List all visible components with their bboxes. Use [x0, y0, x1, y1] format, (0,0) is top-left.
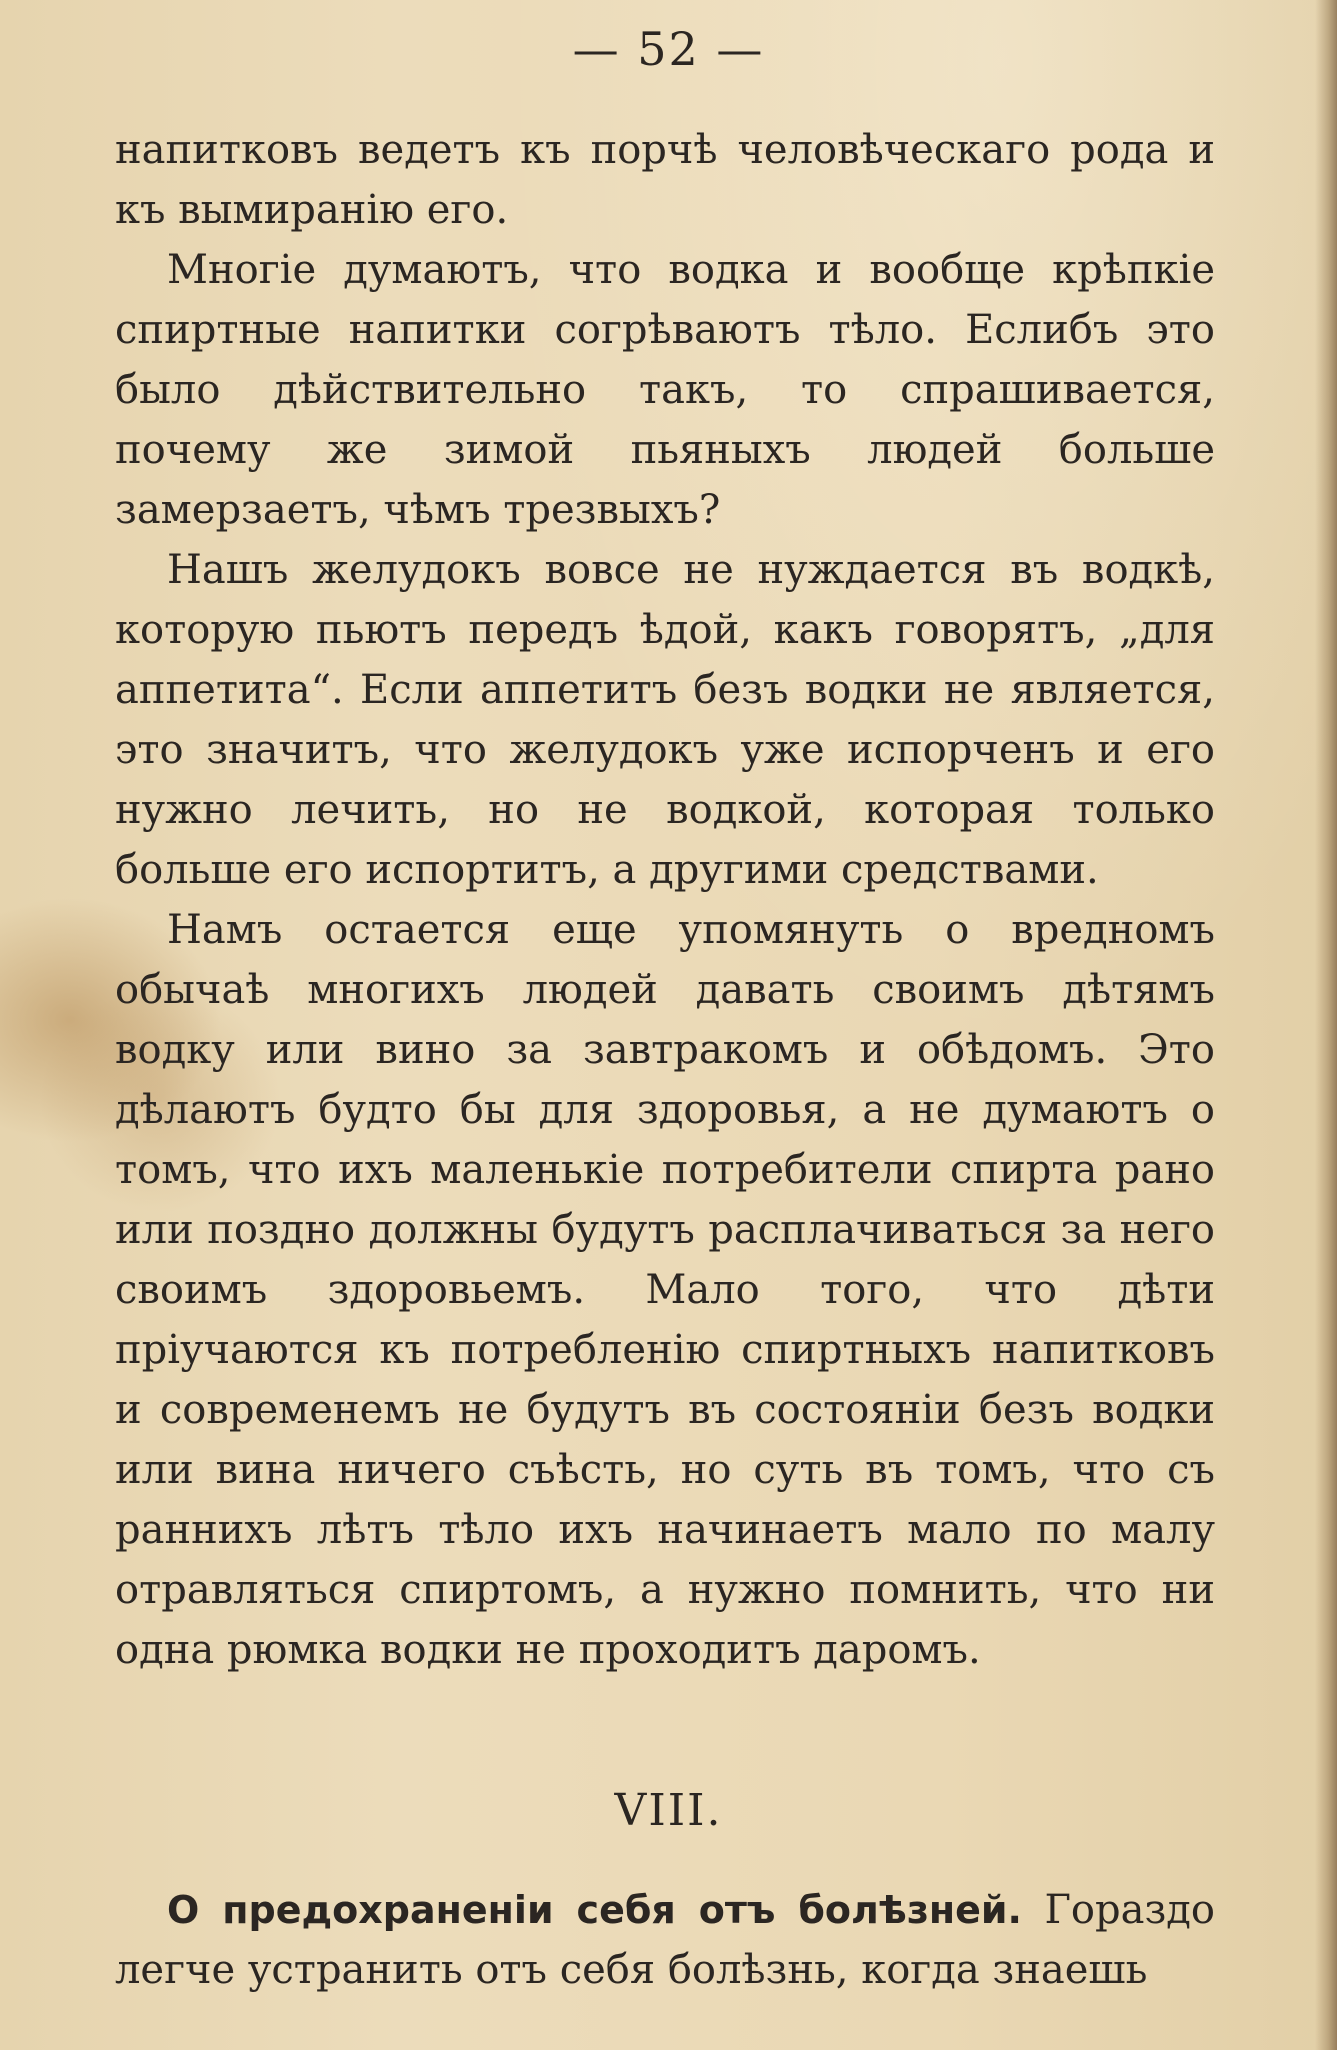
- section-paragraph: [115, 1880, 1215, 2000]
- section-body: [115, 1880, 1215, 2000]
- paragraph: Намъ остается еще упомянуть о вредномъ обычаѣ многихъ людей давать своимъ дѣтямъ водку или вино за завтракомъ и обѣдомъ. Это дѣлаютъ будто бы для здоровья, а не думаютъ о томъ, что ихъ маленькiе потребители спирта рано или поздно должны будутъ расплачиваться за него своимъ здоровьемъ. Мало того, что дѣти прiучаются къ потребленiю спиртныхъ напитковъ и современемъ не будутъ въ состоянiи безъ водки или вина ничего съѣсть, но суть въ томъ, что съ раннихъ лѣтъ тѣло ихъ начинаетъ мало по малу отравляться спиртомъ, а нужно помнить, что ни одна рюмка водки не проходитъ даромъ.: [115, 907, 1215, 1673]
- section-number: VIII.: [614, 1785, 723, 1836]
- section-title: О предохраненiи себя отъ болѣзней.: [167, 1888, 1022, 1932]
- paragraph: Многiе думаютъ, что водка и вообще крѣпкiе спиртные напитки согрѣваютъ тѣло. Еслибъ это было дѣйствительно такъ, то спрашивается, почему же зимой пьяныхъ людей больше замерзаетъ, чѣмъ трезвыхъ?: [115, 247, 1215, 533]
- page-number: — 52 —: [572, 22, 765, 76]
- body-text: [115, 120, 1215, 1680]
- paragraph: Нашъ желудокъ вовсе не нуждается въ водкѣ, которую пьютъ передъ ѣдой, какъ говорятъ, „для аппетита“. Если аппетитъ безъ водки не является, это значитъ, что желудокъ уже испорченъ и его нужно лечить, но не водкой, которая только больше его испортитъ, а другими средствами.: [115, 547, 1215, 893]
- page-edge-shadow: [1315, 0, 1337, 2050]
- paragraph: напитковъ ведетъ къ порчѣ человѣческаго рода и къ вымиранiю его.: [115, 127, 1215, 233]
- section-text: Гораздо легче устранить отъ себя болѣзнь, когда знаешь: [115, 1887, 1215, 1993]
